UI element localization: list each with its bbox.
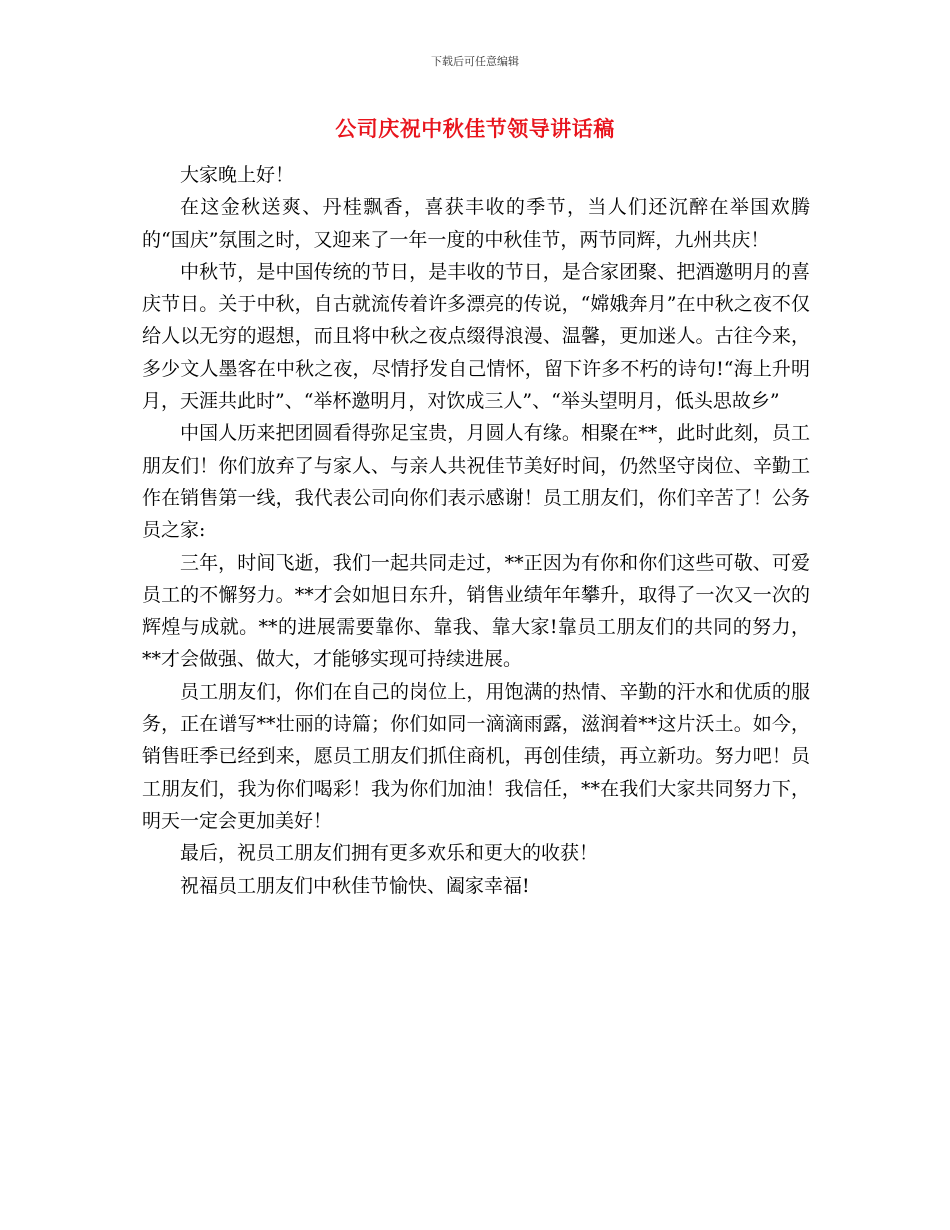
paragraph-achievements: 三年，时间飞逝，我们一起共同走过，**正因为有你和你们这些可敬、可爱员工的不懈努力。**才会如旭日东升，销售业绩年年攀升，取得了一次又一次的辉煌与成就。**的进展需要靠你、靠我、靠大家!靠员工朋友们的共同的努力，**才会做强、做大，才能够实现可持续进展。 [142, 551, 810, 671]
paragraph-season: 在这金秋送爽、丹桂飘香，喜获丰收的季节，当人们还沉醉在举国欢腾的“国庆”氛围之时，又迎来了一年一度的中秋佳节，两节同辉，九州共庆！ [142, 196, 810, 251]
paragraph-festival-wish: 祝福员工朋友们中秋佳节愉快、阖家幸福! [180, 874, 530, 897]
paragraph-encouragement: 员工朋友们，你们在自己的岗位上，用饱满的热情、辛勤的汗水和优质的服务，正在谱写**壮丽的诗篇；你们如同一滴滴雨露，滋润着**这片沃土。如今，销售旺季已经到来，愿员工朋友们抓住商机，再创佳绩，再立新功。努力吧！员工朋友们，我为你们喝彩！我为你们加油！我信任，**在我们大家共同努力下，明天一定会更加美好！ [142, 680, 810, 832]
header-note: 下载后可任意编辑 [431, 55, 519, 68]
paragraph-greeting: 大家晚上好！ [180, 164, 295, 186]
document-title: 公司庆祝中秋佳节领导讲话稿 [335, 116, 615, 141]
paragraph-closing-wish: 最后，祝员工朋友们拥有更多欢乐和更大的收获！ [180, 842, 599, 865]
document-body [142, 159, 810, 902]
paragraph-thanks: 中国人历来把团圆看得弥足宝贵，月圆人有缘。相聚在**，此时此刻，员工朋友们！你们放弃了与家人、与亲人共祝佳节美好时间，仍然坚守岗位、辛勤工作在销售第一线，我代表公司向你们表示感谢！员工朋友们，你们辛苦了！公务员之家: [142, 422, 810, 542]
paragraph-festival: 中秋节，是中国传统的节日，是丰收的节日，是合家团聚、把酒邀明月的喜庆节日。关于中秋，自古就流传着许多漂亮的传说，“嫦娥奔月”在中秋之夜不仅给人以无穷的遐想，而且将中秋之夜点缀得浪漫、温馨，更加迷人。古往今来，多少文人墨客在中秋之夜，尽情抒发自己情怀，留下许多不朽的诗句!“海上升明月，天涯共此时”、“举杯邀明月，对饮成三人”、“举头望明月，低头思故乡” [142, 260, 810, 413]
